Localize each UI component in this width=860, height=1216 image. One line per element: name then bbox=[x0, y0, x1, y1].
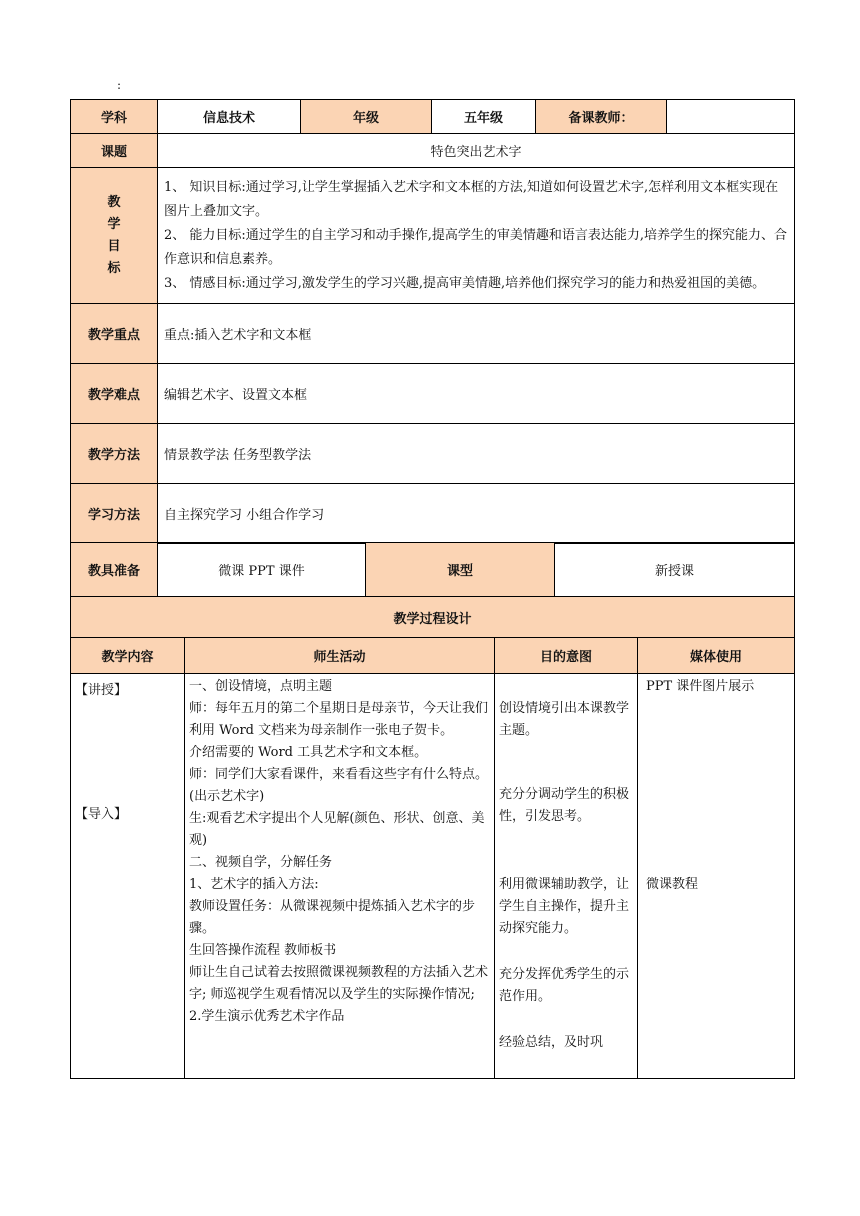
purpose-line: 经验总结，及时巩 bbox=[499, 1035, 604, 1050]
subject-label: 学科 bbox=[71, 100, 158, 134]
activity-line: 1、艺术字的插入方法: bbox=[189, 877, 319, 892]
header-activities: 师生活动 bbox=[185, 638, 495, 674]
key-point-label: 教学重点 bbox=[71, 304, 158, 364]
process-title: 教学过程设计 bbox=[71, 597, 795, 638]
teaching-method-label: 教学方法 bbox=[71, 424, 158, 484]
subject-value: 信息技术 bbox=[158, 100, 301, 134]
activity-line: 2.学生演示优秀艺术字作品 bbox=[189, 1009, 345, 1024]
purpose-line: 充分发挥优秀学生的示范作用。 bbox=[499, 967, 630, 1004]
header-purpose: 目的意图 bbox=[495, 638, 638, 674]
objective-item: 1、 知识目标:通过学习,让学生掌握插入艺术字和文本框的方法,知道如何设置艺术字,怎样利用文本框实现在图片上叠加文字。 bbox=[164, 179, 779, 219]
activity-line: 生回答操作流程 教师板书 bbox=[189, 943, 337, 958]
objective-item: 3、 情感目标:通过学习,激发学生的学习兴趣,提高审美情趣,培养他们探究学习的能力和热爱祖国的美德。 bbox=[164, 275, 766, 291]
lesson-info-table bbox=[70, 99, 795, 544]
activity-line: 生:观看艺术字提出个人见解(颜色、形状、创意、美观) bbox=[189, 811, 485, 848]
objectives-text bbox=[158, 168, 795, 304]
key-point-value: 重点:插入艺术字和文本框 bbox=[158, 304, 795, 364]
teaching-method-value: 情景教学法 任务型教学法 bbox=[158, 424, 795, 484]
activity-line: 一、创设情境，点明主题 bbox=[189, 679, 333, 694]
content-intro: 【导入】 bbox=[75, 807, 128, 822]
objectives-label: 教 学 目 标 bbox=[71, 168, 158, 304]
difficulty-value: 编辑艺术字、设置文本框 bbox=[158, 364, 795, 424]
teacher-label: 备课教师： bbox=[536, 100, 667, 134]
teacher-value bbox=[667, 100, 795, 134]
media-ppt: PPT 课件图片展示 bbox=[646, 679, 755, 694]
prep-table bbox=[70, 542, 795, 597]
activity-line: 介绍需要的 Word 工具艺术字和文本框。 bbox=[189, 745, 428, 760]
grade-value: 五年级 bbox=[432, 100, 536, 134]
header-mark: : bbox=[117, 78, 122, 92]
lesson-type-value: 新授课 bbox=[555, 543, 795, 597]
learning-method-label: 学习方法 bbox=[71, 484, 158, 544]
objective-item: 2、 能力目标:通过学生的自主学习和动手操作,提高学生的审美情趣和语言表达能力,培养学生的探究能力、合作意识和信息素养。 bbox=[164, 227, 788, 267]
process-table bbox=[70, 596, 795, 1079]
header-content: 教学内容 bbox=[71, 638, 185, 674]
purpose-line: 充分分调动学生的积极性，引发思考。 bbox=[499, 787, 630, 824]
grade-label: 年级 bbox=[301, 100, 432, 134]
activity-line: 教师设置任务：从微课视频中提炼插入艺术字的步骤。 bbox=[189, 899, 476, 936]
content-lecture: 【讲授】 bbox=[75, 683, 128, 698]
activity-line: 师：每年五月的第二个星期日是母亲节，今天让我们利用 Word 文档来为母亲制作一张电子贺卡。 bbox=[189, 701, 489, 738]
topic-label: 课题 bbox=[71, 134, 158, 168]
learning-method-value: 自主探究学习 小组合作学习 bbox=[158, 484, 795, 544]
difficulty-label: 教学难点 bbox=[71, 364, 158, 424]
activity-line: 师：同学们大家看课件，来看看这些字有什么特点。(出示艺术字) bbox=[189, 767, 489, 804]
media-micro-lesson: 微课教程 bbox=[646, 877, 699, 892]
process-content-cell bbox=[71, 674, 185, 1079]
purpose-line: 创设情境引出本课教学主题。 bbox=[499, 701, 630, 738]
lesson-type-label: 课型 bbox=[366, 543, 555, 597]
process-purpose-cell bbox=[495, 674, 638, 1079]
process-media-cell bbox=[638, 674, 795, 1079]
prep-value: 微课 PPT 课件 bbox=[158, 543, 366, 597]
purpose-line: 利用微课辅助教学，让学生自主操作，提升主动探究能力。 bbox=[499, 877, 630, 936]
activity-line: 师让生自己试着去按照微课视频教程的方法插入艺术字; 师巡视学生观看情况以及学生的实际操作情况; bbox=[189, 965, 489, 1002]
activity-line: 二、视频自学，分解任务 bbox=[189, 855, 333, 870]
process-activities-cell bbox=[185, 674, 495, 1079]
header-media: 媒体使用 bbox=[638, 638, 795, 674]
prep-label: 教具准备 bbox=[71, 543, 158, 597]
topic-value: 特色突出艺术字 bbox=[158, 134, 795, 168]
